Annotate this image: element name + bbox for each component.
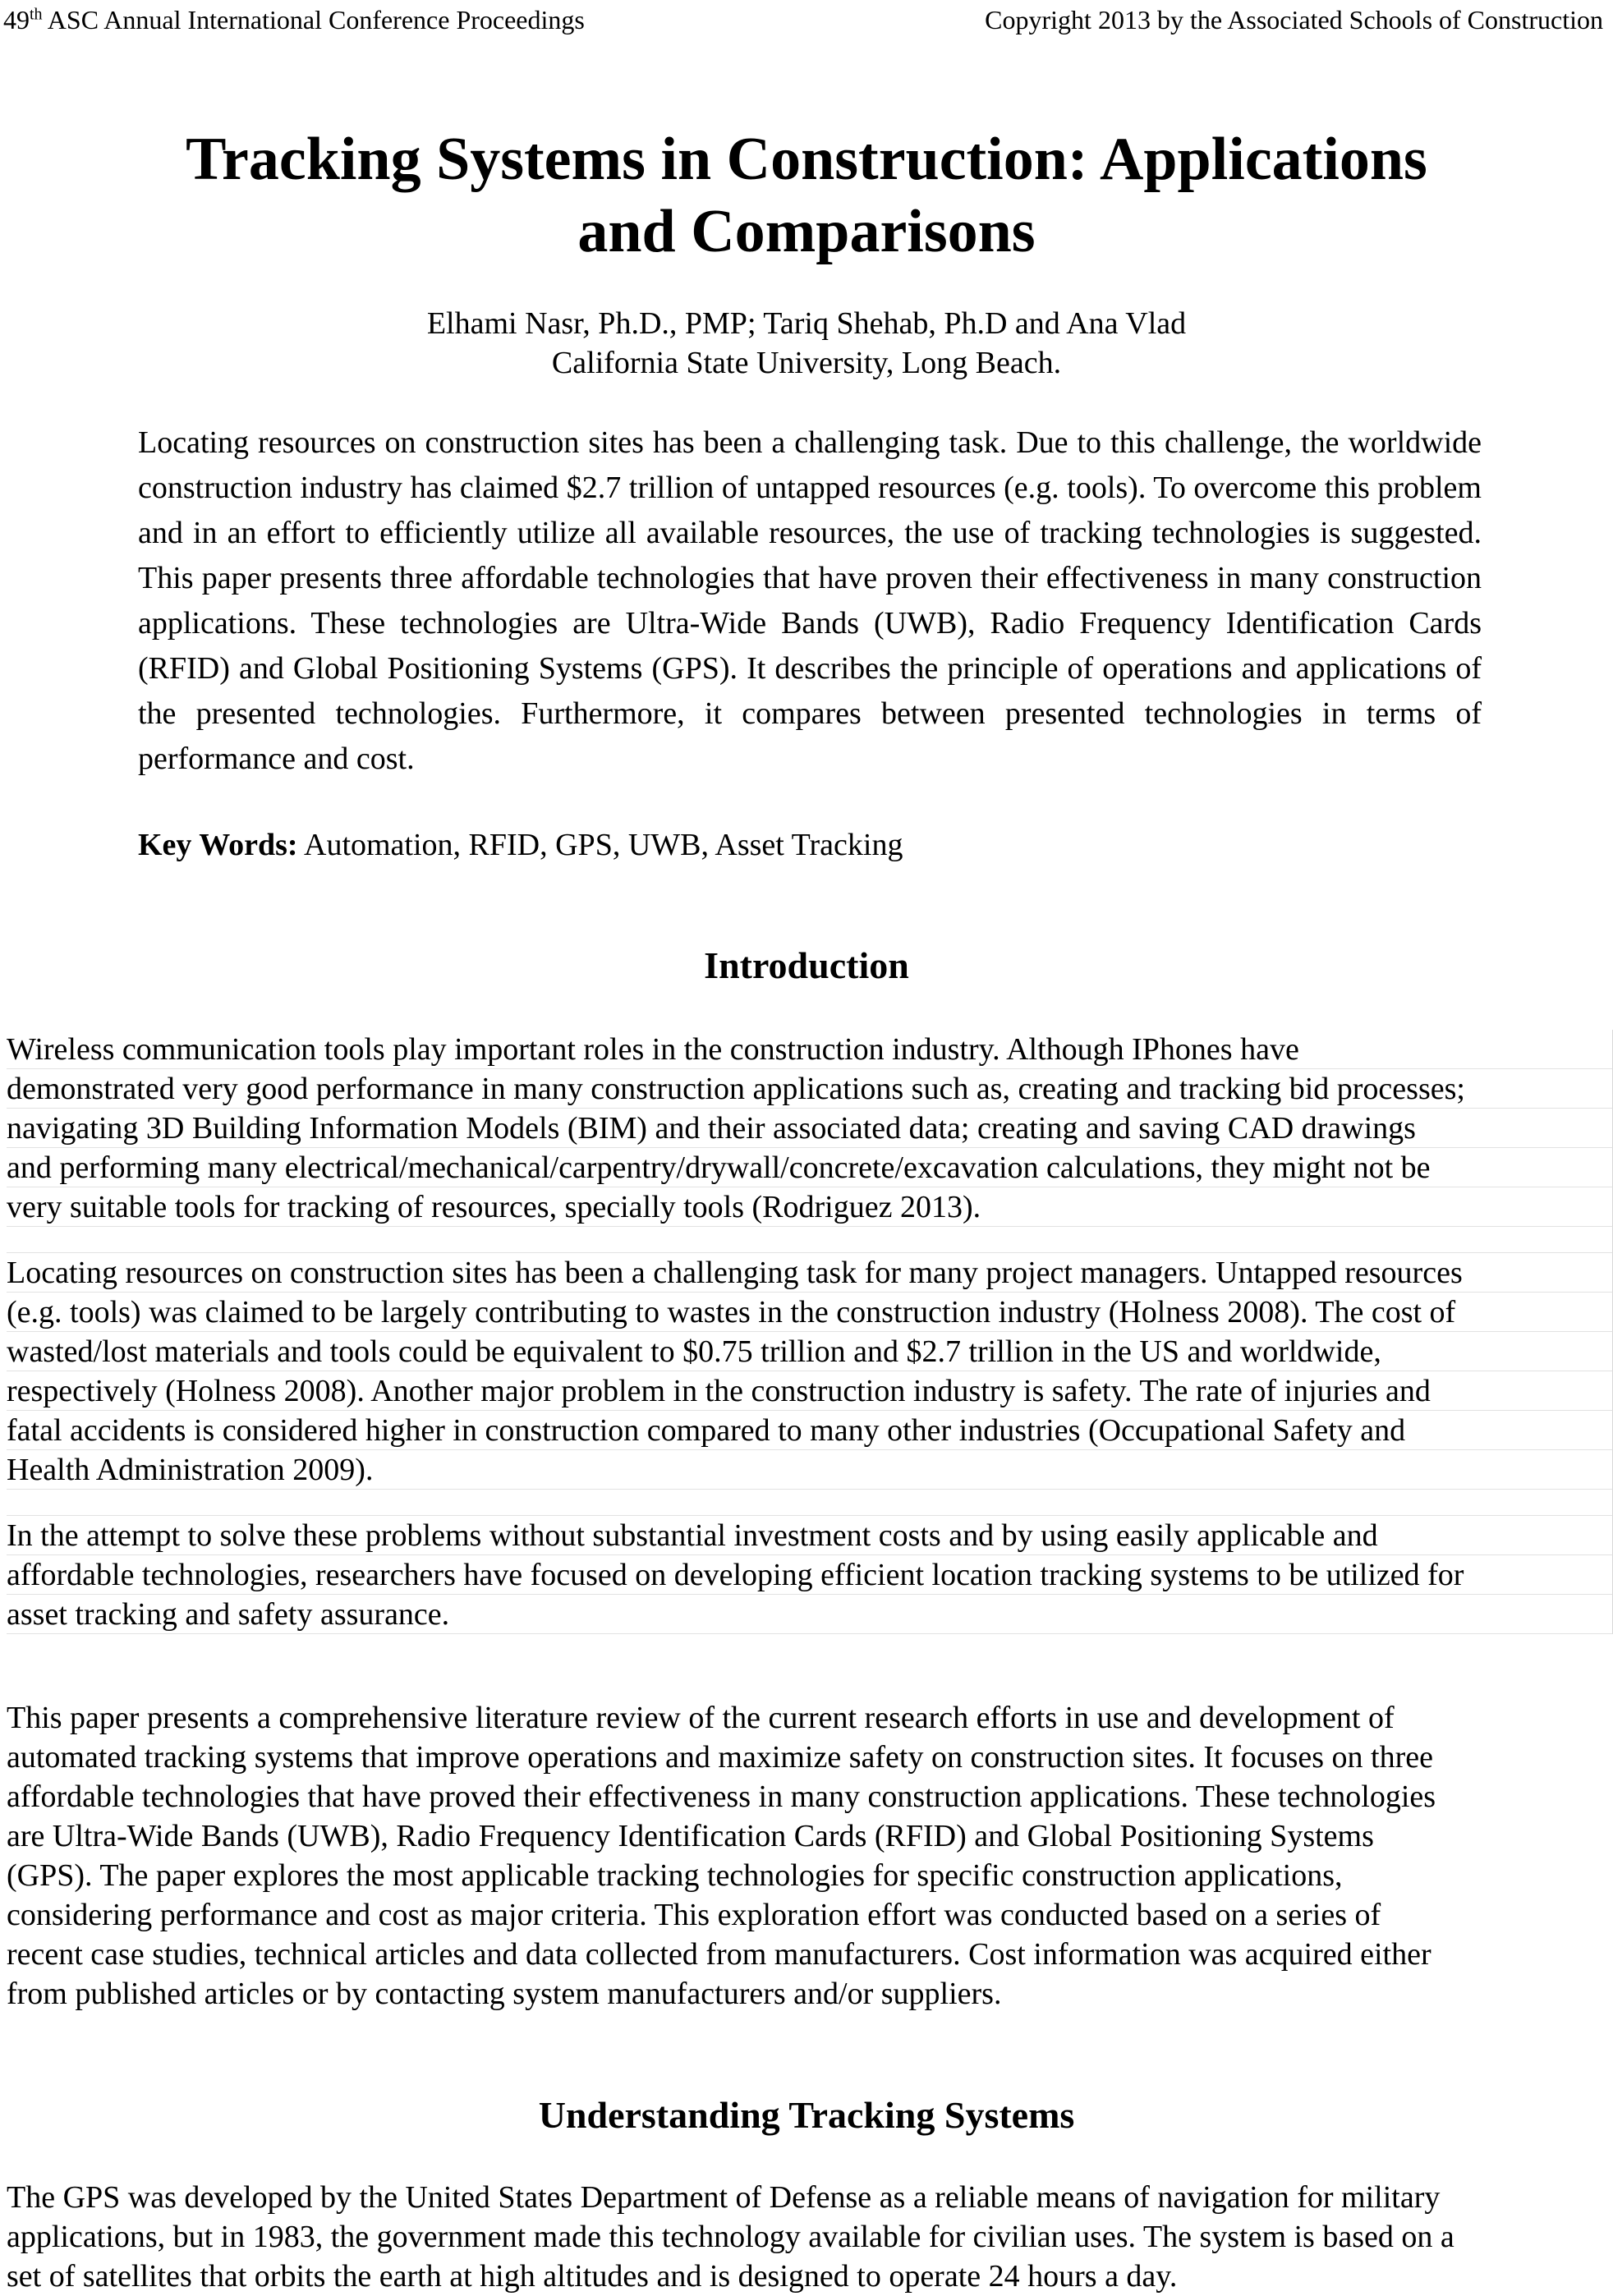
intro-p4-line: affordable technologies that have proved their effectiveness in many construction applications. These technologies: [7, 1779, 1436, 1814]
understanding-paragraph-1: [7, 2178, 1608, 2296]
keywords-label: Key Words:: [138, 828, 298, 862]
conference-name: 49th ASC Annual International Conference Proceedings: [3, 5, 585, 34]
intro-p2-line: Health Administration 2009).: [7, 1450, 1613, 1490]
intro-p4-line: recent case studies, technical articles and data collected from manufacturers. Cost information was acquired either: [7, 1937, 1431, 1972]
author-block: [131, 304, 1482, 383]
keywords-list: Automation, RFID, GPS, UWB, Asset Tracking: [297, 828, 903, 862]
abstract: Locating resources on construction sites has been a challenging task. Due to this challenge, the worldwide construction industry has claimed $2.7 trillion of untapped resources (e.g. tools). To overcome this problem and in an effort to efficiently utilize all available resources, the use of tracking technologies is suggested. This paper presents three affordable technologies that have proven their effectiveness in many construction applications. These technologies are Ultra-Wide Bands (UWB), Radio Frequency Identification Cards (RFID) and Global Positioning Systems (GPS). It describes the principle of operations and applications of the presented technologies. Furthermore, it compares between presented technologies in terms of performance and cost.: [138, 425, 1482, 776]
intro-p4-line: from published articles or by contacting system manufacturers and/or suppliers.: [7, 1977, 1002, 2011]
intro-p3-line: In the attempt to solve these problems without substantial investment costs and by using easily applicable and: [7, 1516, 1613, 1555]
intro-p2-line: wasted/lost materials and tools could be equivalent to $0.75 trillion and $2.7 trillion in the US and worldwide,: [7, 1332, 1613, 1371]
understanding-p1-line: The GPS was developed by the United States Department of Defense as a reliable means of navigation for military: [7, 2180, 1441, 2215]
intro-p1-line: and performing many electrical/mechanical/carpentry/drywall/concrete/excavation calculations, they might not be: [7, 1148, 1613, 1187]
intro-p3-line: affordable technologies, researchers have focused on developing efficient location tracking systems to be utilized for: [7, 1555, 1613, 1595]
running-header: [0, 0, 1613, 39]
intro-p2-line: respectively (Holness 2008). Another major problem in the construction industry is safety. The rate of injuries and: [7, 1371, 1613, 1411]
blank-line: [7, 1490, 1613, 1516]
blank-line: [7, 1227, 1613, 1253]
intro-p1-line: Wireless communication tools play important roles in the construction industry. Although IPhones have: [7, 1030, 1613, 1069]
intro-p3-line: asset tracking and safety assurance.: [7, 1595, 1613, 1634]
intro-p1-line: very suitable tools for tracking of resources, specially tools (Rodriguez 2013).: [7, 1187, 1613, 1227]
intro-p4-line: This paper presents a comprehensive literature review of the current research efforts in use and development of: [7, 1701, 1395, 1735]
understanding-p1-line: set of satellites that orbits the earth at high altitudes and is designed to operate 24 hours a day.: [7, 2259, 1178, 2294]
intro-p4-line: automated tracking systems that improve operations and maximize safety on construction sites. It focuses on three: [7, 1740, 1433, 1775]
copyright-notice: Copyright 2013 by the Associated Schools of Construction: [985, 5, 1603, 34]
intro-p1-line: navigating 3D Building Information Models (BIM) and their associated data; creating and saving CAD drawings: [7, 1109, 1613, 1148]
section-heading-introduction: Introduction: [704, 944, 909, 986]
intro-ruled-block: [0, 1030, 1613, 1634]
keywords: [138, 823, 1482, 868]
intro-p2-line: Locating resources on construction sites has been a challenging task for many project managers. Untapped resources: [7, 1253, 1613, 1293]
intro-p4-line: (GPS). The paper explores the most applicable tracking technologies for specific construction applications,: [7, 1858, 1343, 1893]
ordinal-suffix: th: [30, 5, 43, 24]
paper-title: Tracking Systems in Construction: Applications and Comparisons: [186, 126, 1427, 265]
intro-p4-line: are Ultra-Wide Bands (UWB), Radio Frequency Identification Cards (RFID) and Global Positioning Systems: [7, 1819, 1374, 1853]
section-heading-understanding-tracking-systems: Understanding Tracking Systems: [538, 2094, 1075, 2136]
intro-paragraph-4: [7, 1698, 1608, 2014]
intro-p2-line: (e.g. tools) was claimed to be largely contributing to wastes in the construction industry (Holness 2008). The cost of: [7, 1293, 1613, 1332]
intro-p1-line: demonstrated very good performance in many construction applications such as, creating and tracking bid processes;: [7, 1069, 1613, 1109]
intro-p2-line: fatal accidents is considered higher in construction compared to many other industries (Occupational Safety and: [7, 1411, 1613, 1450]
understanding-p1-line: applications, but in 1983, the government made this technology available for civilian uses. The system is based on a: [7, 2220, 1454, 2254]
author-affiliation: California State University, Long Beach.: [551, 346, 1062, 380]
intro-p4-line: considering performance and cost as major criteria. This exploration effort was conducted based on a series of: [7, 1898, 1381, 1932]
author-names: Elhami Nasr, Ph.D., PMP; Tariq Shehab, Ph.D and Ana Vlad: [426, 306, 1187, 341]
